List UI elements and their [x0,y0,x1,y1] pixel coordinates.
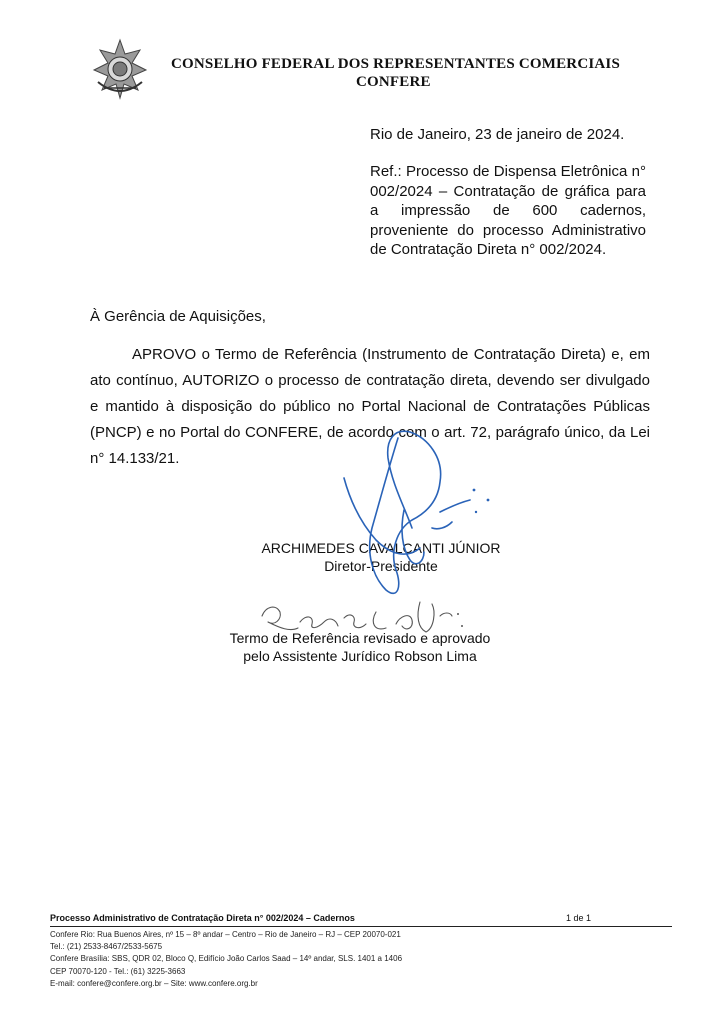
body-paragraph: APROVO o Termo de Referência (Instrumento de Contratação Direta) e, em ato contínuo, AUTORIZO o processo de contratação direta, devendo ser divulgado e mantido à disposição do público no Portal Nacional de Contratações Públicas (PNCP) e no Portal do CONFERE, de acordo com o art. 72, parágrafo único, da Lei n° 14.133/21. [90,346,650,467]
footer-line: E-mail: confere@confere.org.br – Site: www.confere.org.br [50,978,258,988]
footer-title: Processo Administrativo de Contratação Direta n° 002/2024 – Cadernos [50,913,355,923]
footer-line: Confere Brasília: SBS, QDR 02, Bloco Q, Edifício João Carlos Saad – 14º andar, SLS. 1401 a 1406 [50,954,403,964]
footer-line: CEP 70070-120 - Tel.: (61) 3225-3663 [50,966,186,976]
footer-divider [50,926,672,927]
review-note-line1: Termo de Referência revisado e aprovado [229,630,491,646]
greeting: À Gerência de Aquisições, [90,308,266,325]
reference-block: Ref.: Processo de Dispensa Eletrônica n° 002/2024 – Contratação de gráfica para a impressão de 600 cadernos, proveniente do processo Administrativo de Contratação Direta n° 002/2024. [370,163,646,258]
organization-acronym: CONFERE [356,74,431,90]
coat-of-arms-seal-icon [90,38,150,100]
footer-contact [50,929,402,990]
document-date: Rio de Janeiro, 23 de janeiro de 2024. [370,126,625,143]
signatory-role: Diretor-Presidente [324,558,438,574]
signatory-name: ARCHIMEDES CAVALCANTI JÚNIOR [261,540,501,556]
organization-name: CONSELHO FEDERAL DOS REPRESENTANTES COMERCIAIS [171,56,621,72]
page-number: 1 de 1 [566,913,592,923]
reviewer-signature [262,602,452,632]
footer-line: Confere Rio: Rua Buenos Aires, nº 15 – 8º andar – Centro – Rio de Janeiro – RJ – CEP 20070-021 [50,930,401,939]
review-note-line2: pelo Assistente Jurídico Robson Lima [243,648,477,664]
footer-line: Tel.: (21) 2533-8467/2533-5675 [50,942,163,952]
